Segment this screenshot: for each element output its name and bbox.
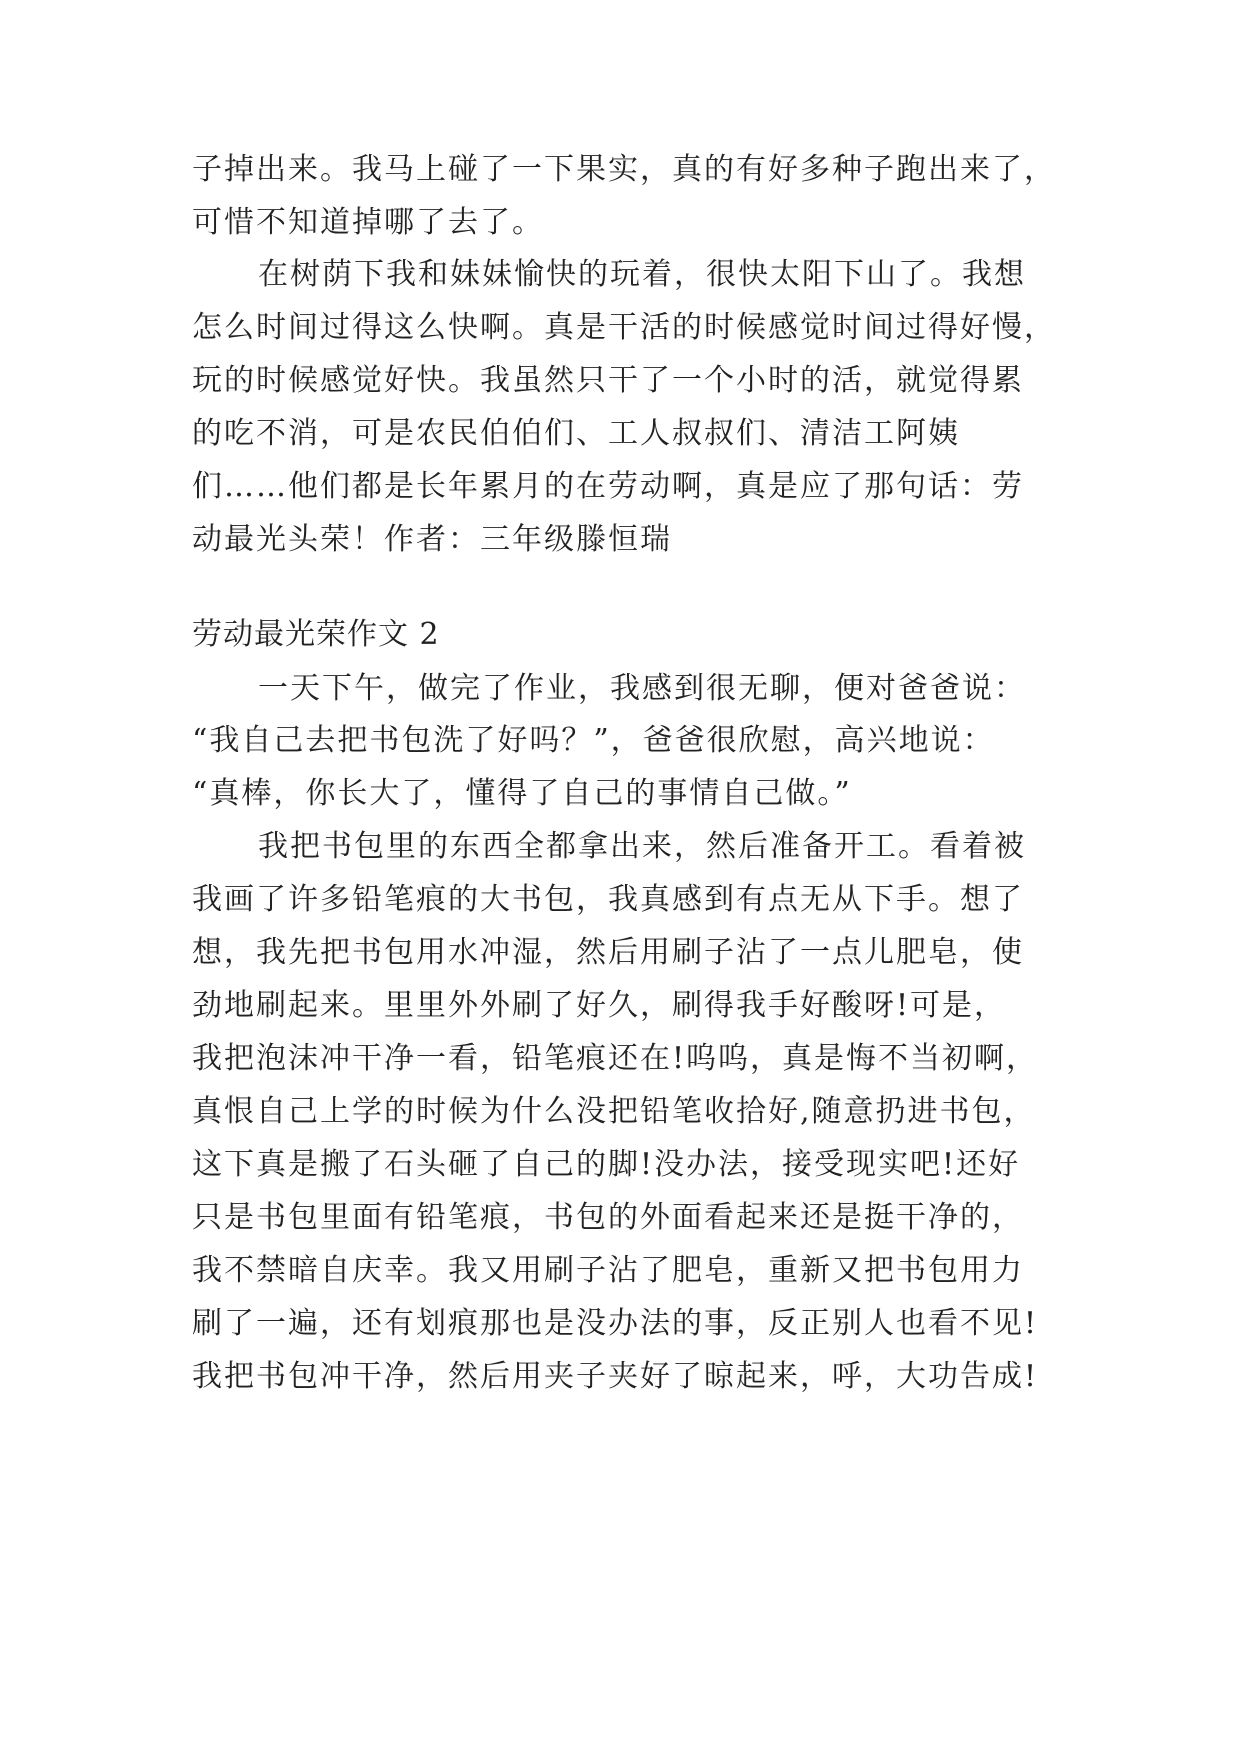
paragraph-line: 刷了一遍，还有划痕那也是没办法的事，反正别人也看不见!	[192, 1306, 1039, 1341]
paragraph-line: 这下真是搬了石头砸了自己的脚!没办法，接受现实吧!还好	[192, 1147, 1021, 1182]
paragraph-line: 在树荫下我和妹妹愉快的玩着，很快太阳下山了。我想	[258, 257, 1026, 292]
paragraph-line: 动最光头荣！作者：三年级滕恒瑞	[192, 522, 672, 557]
paragraph-line: 可惜不知道掉哪了去了。	[192, 205, 544, 240]
paragraph-line: 我把泡沫冲干净一看，铅笔痕还在!呜呜，真是悔不当初啊，	[192, 1041, 1039, 1076]
paragraph-line: 真恨自己上学的时候为什么没把铅笔收拾好,随意扔进书包，	[192, 1094, 1036, 1129]
paragraph-line: 子掉出来。我马上碰了一下果实，真的有好多种子跑出来了，	[192, 152, 1056, 187]
paragraph-line: 我把书包里的东西全都拿出来，然后准备开工。看着被	[258, 829, 1026, 864]
paragraph-line: 我画了许多铅笔痕的大书包，我真感到有点无从下手。想了	[192, 882, 1024, 917]
section-heading: 劳动最光荣作文 2	[192, 617, 440, 652]
paragraph-line: 只是书包里面有铅笔痕，书包的外面看起来还是挺干净的，	[192, 1200, 1024, 1235]
paragraph-line: 想，我先把书包用水冲湿，然后用刷子沾了一点儿肥皂，使	[192, 935, 1024, 970]
paragraph-line: “我自己去把书包洗了好吗？”，爸爸很欣慰，高兴地说：	[192, 723, 995, 758]
paragraph-line: 的吃不消，可是农民伯伯们、工人叔叔们、清洁工阿姨	[192, 416, 960, 451]
paragraph-line: “真棒，你长大了，懂得了自己的事情自己做。”	[192, 776, 852, 811]
paragraph-line: 怎么时间过得这么快啊。真是干活的时候感觉时间过得好慢，	[192, 310, 1056, 345]
paragraph-line: 我不禁暗自庆幸。我又用刷子沾了肥皂，重新又把书包用力	[192, 1253, 1024, 1288]
paragraph-line: 们……他们都是长年累月的在劳动啊，真是应了那句话：劳	[192, 469, 1024, 504]
paragraph-line: 玩的时候感觉好快。我虽然只干了一个小时的活，就觉得累	[192, 363, 1024, 398]
paragraph-line: 劲地刷起来。里里外外刷了好久，刷得我手好酸呀!可是，	[192, 988, 1007, 1023]
paragraph-line: 我把书包冲干净，然后用夹子夹好了晾起来，呼，大功告成!	[192, 1359, 1039, 1394]
paragraph-line: 一天下午，做完了作业，我感到很无聊，便对爸爸说：	[258, 671, 1026, 706]
